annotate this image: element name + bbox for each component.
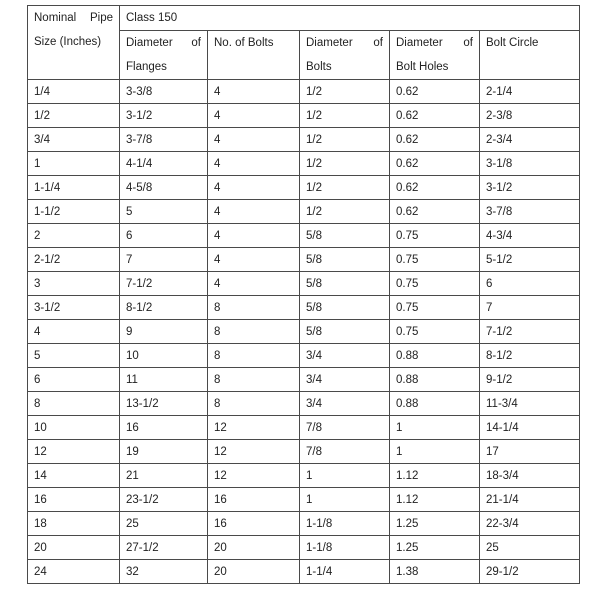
- cell-diameter-of-bolts: 5/8: [300, 248, 390, 272]
- cell-nominal-pipe-size: 2: [28, 224, 120, 248]
- cell-bolt-circle: 29-1/2: [480, 560, 580, 584]
- cell-diameter-of-flanges: 13-1/2: [120, 392, 208, 416]
- cell-diameter-of-flanges: 32: [120, 560, 208, 584]
- cell-number-of-bolts: 4: [208, 176, 300, 200]
- cell-bolt-circle: 14-1/4: [480, 416, 580, 440]
- cell-diameter-of-bolts: 1/2: [300, 104, 390, 128]
- cell-nominal-pipe-size: 1: [28, 152, 120, 176]
- cell-diameter-of-flanges: 4-5/8: [120, 176, 208, 200]
- flange-dimensions-table: [27, 5, 580, 584]
- table-row: [28, 104, 580, 128]
- cell-bolt-circle: 11-3/4: [480, 392, 580, 416]
- cell-nominal-pipe-size: 14: [28, 464, 120, 488]
- header-bolt-circle: [480, 31, 580, 80]
- table-row: [28, 320, 580, 344]
- header-diameter-of-flanges: [120, 31, 208, 80]
- header-class-label: Class 150: [126, 12, 178, 24]
- header-number-of-bolts: [208, 31, 300, 80]
- cell-diameter-of-bolt-holes: 1: [390, 416, 480, 440]
- cell-nominal-pipe-size: 1/2: [28, 104, 120, 128]
- cell-number-of-bolts: 4: [208, 104, 300, 128]
- cell-diameter-of-bolt-holes: 0.62: [390, 128, 480, 152]
- table-row: [28, 248, 580, 272]
- cell-number-of-bolts: 4: [208, 248, 300, 272]
- cell-diameter-of-bolts: 1/2: [300, 80, 390, 104]
- cell-diameter-of-flanges: 6: [120, 224, 208, 248]
- cell-diameter-of-bolt-holes: 1.12: [390, 488, 480, 512]
- cell-diameter-of-bolt-holes: 0.62: [390, 152, 480, 176]
- cell-diameter-of-bolt-holes: 0.75: [390, 224, 480, 248]
- table-row: [28, 80, 580, 104]
- cell-bolt-circle: 7-1/2: [480, 320, 580, 344]
- table-row: [28, 296, 580, 320]
- cell-nominal-pipe-size: 18: [28, 512, 120, 536]
- cell-diameter-of-bolts: 1-1/8: [300, 512, 390, 536]
- header-row-class: [28, 6, 580, 31]
- cell-nominal-pipe-size: 3: [28, 272, 120, 296]
- cell-diameter-of-bolt-holes: 0.75: [390, 320, 480, 344]
- cell-diameter-of-bolts: 1/2: [300, 176, 390, 200]
- cell-bolt-circle: 22-3/4: [480, 512, 580, 536]
- cell-bolt-circle: 3-7/8: [480, 200, 580, 224]
- cell-number-of-bolts: 4: [208, 152, 300, 176]
- cell-nominal-pipe-size: 10: [28, 416, 120, 440]
- header-diameter-of-flanges-line1: Diameter of: [126, 37, 201, 49]
- header-nominal-pipe-size: [28, 6, 120, 80]
- cell-bolt-circle: 18-3/4: [480, 464, 580, 488]
- cell-number-of-bolts: 16: [208, 488, 300, 512]
- cell-diameter-of-bolts: 7/8: [300, 440, 390, 464]
- header-diameter-of-bolt-holes-line1: Diameter of: [396, 37, 473, 49]
- cell-bolt-circle: 4-3/4: [480, 224, 580, 248]
- cell-diameter-of-flanges: 3-3/8: [120, 80, 208, 104]
- cell-number-of-bolts: 20: [208, 536, 300, 560]
- table-row: [28, 416, 580, 440]
- cell-diameter-of-bolt-holes: 1.38: [390, 560, 480, 584]
- cell-bolt-circle: 8-1/2: [480, 344, 580, 368]
- cell-diameter-of-bolt-holes: 0.88: [390, 392, 480, 416]
- cell-nominal-pipe-size: 1-1/4: [28, 176, 120, 200]
- cell-nominal-pipe-size: 3-1/2: [28, 296, 120, 320]
- table-row: [28, 344, 580, 368]
- header-diameter-of-bolts: [300, 31, 390, 80]
- cell-diameter-of-bolt-holes: 0.62: [390, 104, 480, 128]
- cell-diameter-of-flanges: 16: [120, 416, 208, 440]
- table-row: [28, 392, 580, 416]
- cell-number-of-bolts: 16: [208, 512, 300, 536]
- cell-nominal-pipe-size: 6: [28, 368, 120, 392]
- cell-diameter-of-bolts: 1-1/8: [300, 536, 390, 560]
- cell-diameter-of-bolts: 3/4: [300, 392, 390, 416]
- table-row: [28, 224, 580, 248]
- table-row: [28, 512, 580, 536]
- cell-bolt-circle: 6: [480, 272, 580, 296]
- header-diameter-of-bolt-holes-line2: Bolt Holes: [396, 61, 449, 73]
- table-row: [28, 488, 580, 512]
- cell-diameter-of-flanges: 7-1/2: [120, 272, 208, 296]
- table-row: [28, 176, 580, 200]
- cell-bolt-circle: 5-1/2: [480, 248, 580, 272]
- cell-bolt-circle: 17: [480, 440, 580, 464]
- cell-number-of-bolts: 4: [208, 224, 300, 248]
- cell-number-of-bolts: 4: [208, 80, 300, 104]
- header-number-of-bolts-label: No. of Bolts: [214, 37, 274, 49]
- cell-bolt-circle: 21-1/4: [480, 488, 580, 512]
- header-diameter-of-bolts-line2: Bolts: [306, 61, 332, 73]
- cell-diameter-of-bolt-holes: 0.88: [390, 368, 480, 392]
- cell-diameter-of-bolt-holes: 0.75: [390, 248, 480, 272]
- cell-diameter-of-bolts: 1/2: [300, 128, 390, 152]
- cell-number-of-bolts: 8: [208, 368, 300, 392]
- cell-diameter-of-bolts: 3/4: [300, 344, 390, 368]
- cell-bolt-circle: 2-1/4: [480, 80, 580, 104]
- cell-number-of-bolts: 4: [208, 128, 300, 152]
- table-row: [28, 464, 580, 488]
- cell-diameter-of-bolts: 5/8: [300, 320, 390, 344]
- cell-bolt-circle: 25: [480, 536, 580, 560]
- cell-nominal-pipe-size: 24: [28, 560, 120, 584]
- cell-diameter-of-bolt-holes: 0.75: [390, 272, 480, 296]
- cell-diameter-of-flanges: 23-1/2: [120, 488, 208, 512]
- cell-nominal-pipe-size: 12: [28, 440, 120, 464]
- header-size-inches-label: Size (Inches): [34, 36, 102, 48]
- cell-diameter-of-flanges: 11: [120, 368, 208, 392]
- cell-diameter-of-bolt-holes: 0.88: [390, 344, 480, 368]
- cell-diameter-of-flanges: 25: [120, 512, 208, 536]
- cell-diameter-of-bolts: 7/8: [300, 416, 390, 440]
- cell-diameter-of-bolts: 1/2: [300, 152, 390, 176]
- cell-bolt-circle: 7: [480, 296, 580, 320]
- header-diameter-of-bolts-line1: Diameter of: [306, 37, 383, 49]
- cell-number-of-bolts: 20: [208, 560, 300, 584]
- table-row: [28, 128, 580, 152]
- cell-diameter-of-flanges: 5: [120, 200, 208, 224]
- cell-diameter-of-bolt-holes: 1.12: [390, 464, 480, 488]
- cell-nominal-pipe-size: 3/4: [28, 128, 120, 152]
- cell-diameter-of-bolts: 5/8: [300, 272, 390, 296]
- cell-diameter-of-flanges: 19: [120, 440, 208, 464]
- cell-nominal-pipe-size: 8: [28, 392, 120, 416]
- cell-diameter-of-flanges: 7: [120, 248, 208, 272]
- cell-diameter-of-bolts: 1/2: [300, 200, 390, 224]
- cell-diameter-of-bolt-holes: 0.62: [390, 80, 480, 104]
- cell-number-of-bolts: 4: [208, 272, 300, 296]
- cell-diameter-of-flanges: 8-1/2: [120, 296, 208, 320]
- cell-bolt-circle: 2-3/8: [480, 104, 580, 128]
- cell-diameter-of-bolt-holes: 1.25: [390, 512, 480, 536]
- cell-number-of-bolts: 12: [208, 464, 300, 488]
- header-nominal-pipe-label: Nominal Pipe: [34, 12, 113, 24]
- cell-diameter-of-bolts: 5/8: [300, 296, 390, 320]
- cell-number-of-bolts: 12: [208, 416, 300, 440]
- cell-diameter-of-bolt-holes: 1: [390, 440, 480, 464]
- table-row: [28, 272, 580, 296]
- cell-diameter-of-bolts: 5/8: [300, 224, 390, 248]
- cell-number-of-bolts: 4: [208, 200, 300, 224]
- cell-nominal-pipe-size: 1/4: [28, 80, 120, 104]
- cell-diameter-of-bolt-holes: 0.62: [390, 200, 480, 224]
- cell-diameter-of-flanges: 27-1/2: [120, 536, 208, 560]
- cell-diameter-of-flanges: 21: [120, 464, 208, 488]
- table-row: [28, 560, 580, 584]
- table-row: [28, 200, 580, 224]
- cell-nominal-pipe-size: 1-1/2: [28, 200, 120, 224]
- cell-nominal-pipe-size: 20: [28, 536, 120, 560]
- cell-diameter-of-bolts: 3/4: [300, 368, 390, 392]
- cell-number-of-bolts: 12: [208, 440, 300, 464]
- cell-diameter-of-bolts: 1: [300, 464, 390, 488]
- table-body: [28, 6, 580, 584]
- cell-nominal-pipe-size: 2-1/2: [28, 248, 120, 272]
- table-row: [28, 536, 580, 560]
- header-class-150: [120, 6, 580, 31]
- cell-bolt-circle: 2-3/4: [480, 128, 580, 152]
- cell-bolt-circle: 3-1/2: [480, 176, 580, 200]
- header-diameter-of-flanges-line2: Flanges: [126, 61, 167, 73]
- cell-diameter-of-bolt-holes: 0.75: [390, 296, 480, 320]
- cell-diameter-of-flanges: 4-1/4: [120, 152, 208, 176]
- cell-number-of-bolts: 8: [208, 392, 300, 416]
- cell-diameter-of-bolts: 1: [300, 488, 390, 512]
- cell-diameter-of-flanges: 9: [120, 320, 208, 344]
- table-row: [28, 440, 580, 464]
- cell-diameter-of-bolt-holes: 0.62: [390, 176, 480, 200]
- cell-diameter-of-flanges: 10: [120, 344, 208, 368]
- cell-diameter-of-flanges: 3-7/8: [120, 128, 208, 152]
- table-row: [28, 152, 580, 176]
- cell-bolt-circle: 3-1/8: [480, 152, 580, 176]
- header-bolt-circle-label: Bolt Circle: [486, 37, 539, 49]
- cell-diameter-of-bolts: 1-1/4: [300, 560, 390, 584]
- cell-number-of-bolts: 8: [208, 296, 300, 320]
- cell-nominal-pipe-size: 16: [28, 488, 120, 512]
- table-row: [28, 368, 580, 392]
- cell-diameter-of-flanges: 3-1/2: [120, 104, 208, 128]
- cell-nominal-pipe-size: 5: [28, 344, 120, 368]
- cell-nominal-pipe-size: 4: [28, 320, 120, 344]
- cell-bolt-circle: 9-1/2: [480, 368, 580, 392]
- header-diameter-of-bolt-holes: [390, 31, 480, 80]
- cell-number-of-bolts: 8: [208, 344, 300, 368]
- cell-diameter-of-bolt-holes: 1.25: [390, 536, 480, 560]
- cell-number-of-bolts: 8: [208, 320, 300, 344]
